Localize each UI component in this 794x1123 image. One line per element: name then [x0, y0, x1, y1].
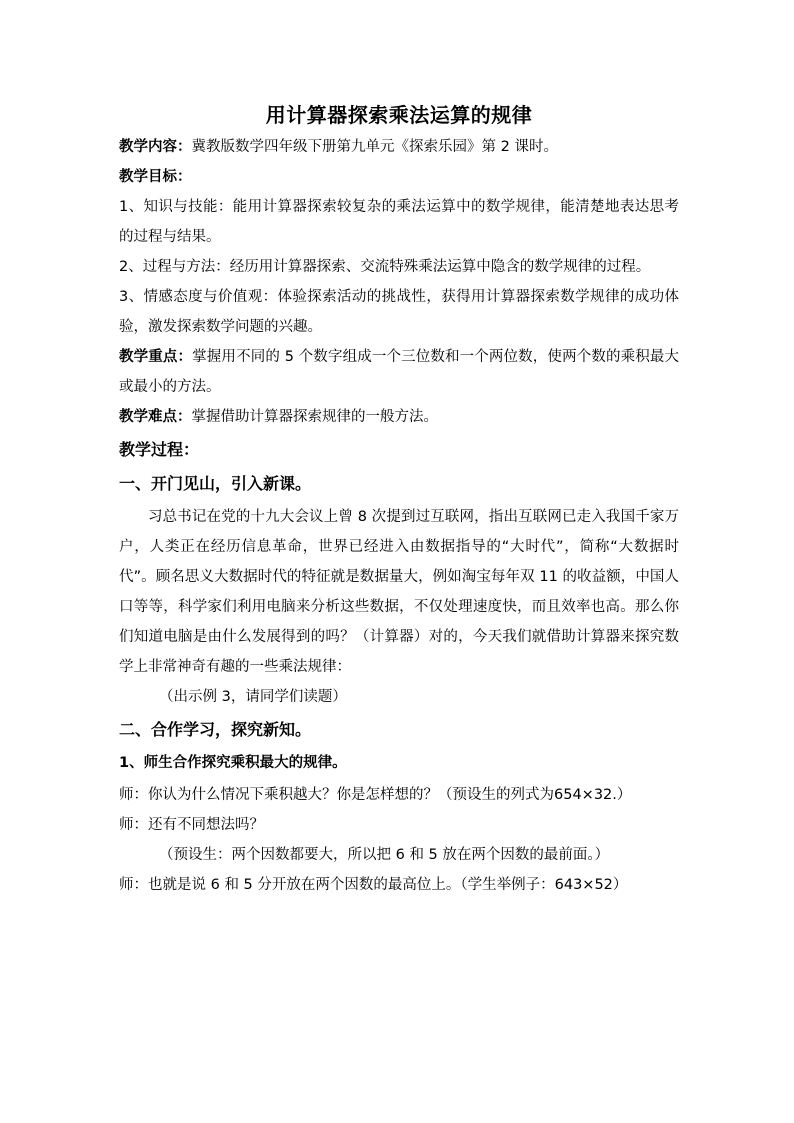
- section1-paragraph: 习总书记在党的十九大会议上曾 8 次提到过互联网，指出互联网已走入我国千家万户，人类正在经历信息革命，世界已经进入由数据指导的“大时代”，简称“大数据时代”。顾名思义大数据时代的特征就是数据量大，例如淘宝每年双 11 的收益额，中国人口等等，科学家们利用电脑来分析这些数据，不仅处理速度快，而且效率也高。那么你们知道电脑是由什么发展得到的吗？（计算器）对的，今天我们就借助计算器来探究数学上非常神奇有趣的一些乘法规律：: [119, 509, 679, 675]
- section1-heading: 一、开门见山，引入新课。: [119, 474, 312, 493]
- teaching-process-heading: 教学过程：: [119, 440, 200, 459]
- teaching-content-label: 教学内容：: [119, 139, 192, 155]
- teaching-key-label: 教学重点：: [119, 349, 193, 365]
- dialogue-line-4: 师：也就是说 6 和 5 分开放在两个因数的最高位上。（学生举例子：643×52）: [119, 877, 628, 893]
- dialogue-line-1: 师：你认为什么情况下乘积越大？你是怎样想的？（预设生的列式为654×32.）: [119, 787, 632, 803]
- dialogue-line-2: 师：还有不同想法吗？: [119, 817, 264, 833]
- teaching-difficulty-text: 掌握借助计算器探索规律的一般方法。: [191, 409, 438, 425]
- subsection1-heading: 1、师生合作探究乘积最大的规律。: [119, 755, 347, 771]
- goal-knowledge: 1、知识与技能：能用计算器探索较复杂的乘法运算中的数学规律，能清楚地表达思考的过程与结果。: [119, 199, 679, 245]
- teaching-difficulty-label: 教学难点：: [119, 409, 192, 425]
- teaching-difficulty: [119, 402, 679, 432]
- teaching-goals-label: 教学目标：: [119, 169, 192, 185]
- section2-heading: 二、合作学习，探究新知。: [119, 720, 312, 739]
- teaching-content-text: 冀教版数学四年级下册第九单元《探索乐园》第 2 课时。: [191, 139, 558, 155]
- teaching-key-point: [119, 342, 679, 402]
- teaching-content: [119, 132, 679, 162]
- dialogue-line-3: （预设生：两个因数都要大，所以把 6 和 5 放在两个因数的最前面。）: [159, 847, 610, 863]
- section1-note: （出示例 3，请同学们读题）: [159, 689, 347, 705]
- goal-attitude: 3、情感态度与价值观：体验探索活动的挑战性，获得用计算器探索数学规律的成功体验，激发探索数学问题的兴趣。: [119, 289, 679, 335]
- goal-process: 2、过程与方法：经历用计算器探索、交流特殊乘法运算中隐含的数学规律的过程。: [119, 259, 651, 275]
- document-body: [119, 100, 679, 900]
- teaching-key-text: 掌握用不同的 5 个数字组成一个三位数和一个两位数，使两个数的乘积最大或最小的方法。: [119, 349, 679, 395]
- document-title: 用计算器探索乘法运算的规律: [265, 103, 533, 127]
